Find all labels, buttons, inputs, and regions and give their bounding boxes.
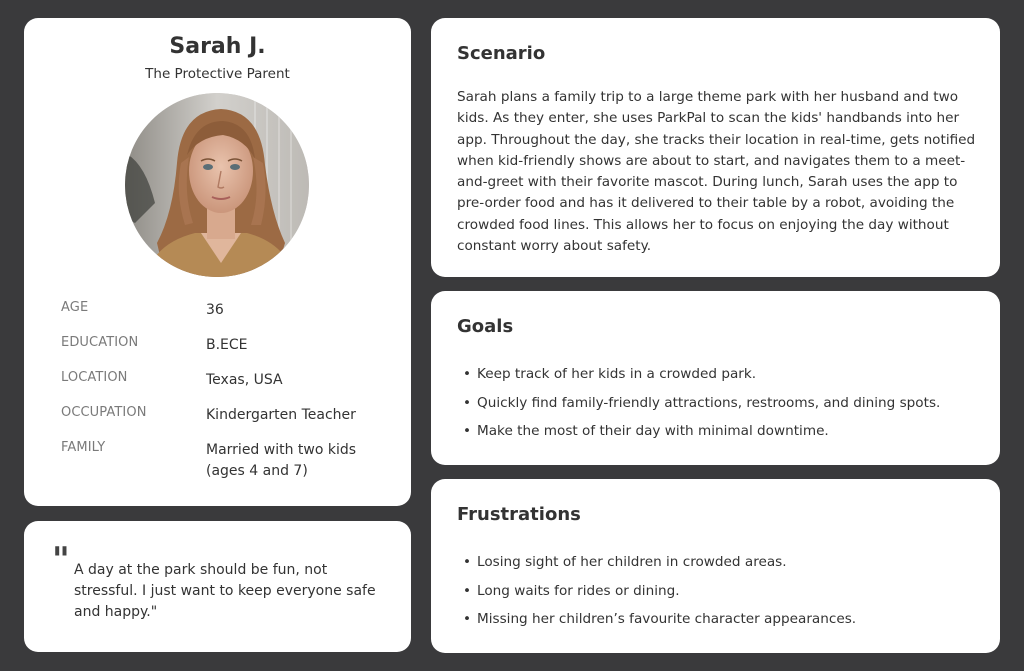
goals-title: Goals	[457, 316, 514, 337]
list-item: • Missing her children’s favourite character appearances.	[463, 609, 983, 638]
frustrations-list	[463, 552, 983, 638]
persona-name: Sarah J.	[169, 34, 266, 59]
info-label: OCCUPATION	[61, 405, 147, 420]
info-value: 36	[206, 302, 224, 318]
info-value: Texas, USA	[206, 372, 283, 388]
goals-card	[431, 291, 1000, 465]
frustrations-title: Frustrations	[457, 504, 581, 525]
persona-quote-card	[24, 521, 411, 652]
list-item: • Long waits for rides or dining.	[463, 581, 983, 610]
frustrations-card	[431, 479, 1000, 653]
list-item: • Quickly find family-friendly attractions, restrooms, and dining spots.	[463, 393, 983, 422]
persona-profile-card	[24, 18, 411, 506]
goals-list	[463, 364, 983, 450]
info-value: B.ECE	[206, 337, 248, 353]
info-label: EDUCATION	[61, 335, 139, 350]
info-value: Kindergarten Teacher	[206, 407, 356, 423]
scenario-text: Sarah plans a family trip to a large theme park with her husband and two kids. As they enter, she uses ParkPal to scan the kids' handbands into her app. Throughout the day, she tracks their location in real-time, gets notified when kid-friendly shows are about to start, and navigates them to a meet-and-greet with their favorite mascot. During lunch, Sarah uses the app to pre-order food and has it delivered to their table by a robot, avoiding the crowded food lines. This allows her to focus on enjoying the day without constant worry about safety.	[457, 89, 976, 255]
quote-text: A day at the park should be fun, not stressful. I just want to keep everyone safe and happy."	[74, 562, 376, 620]
info-label: LOCATION	[61, 370, 128, 385]
list-item: • Make the most of their day with minimal downtime.	[463, 421, 983, 450]
scenario-card	[431, 18, 1000, 277]
persona-subtitle: The Protective Parent	[145, 66, 290, 82]
quote-mark-icon: "	[52, 540, 70, 580]
list-item: • Keep track of her kids in a crowded park.	[463, 364, 983, 393]
info-value: Married with two kids (ages 4 and 7)	[206, 442, 357, 479]
info-label: FAMILY	[61, 440, 106, 455]
scenario-title: Scenario	[457, 43, 546, 64]
list-item: • Losing sight of her children in crowded areas.	[463, 552, 983, 581]
info-label: AGE	[61, 300, 89, 315]
portrait-photo-icon	[125, 93, 309, 277]
avatar	[125, 93, 309, 277]
